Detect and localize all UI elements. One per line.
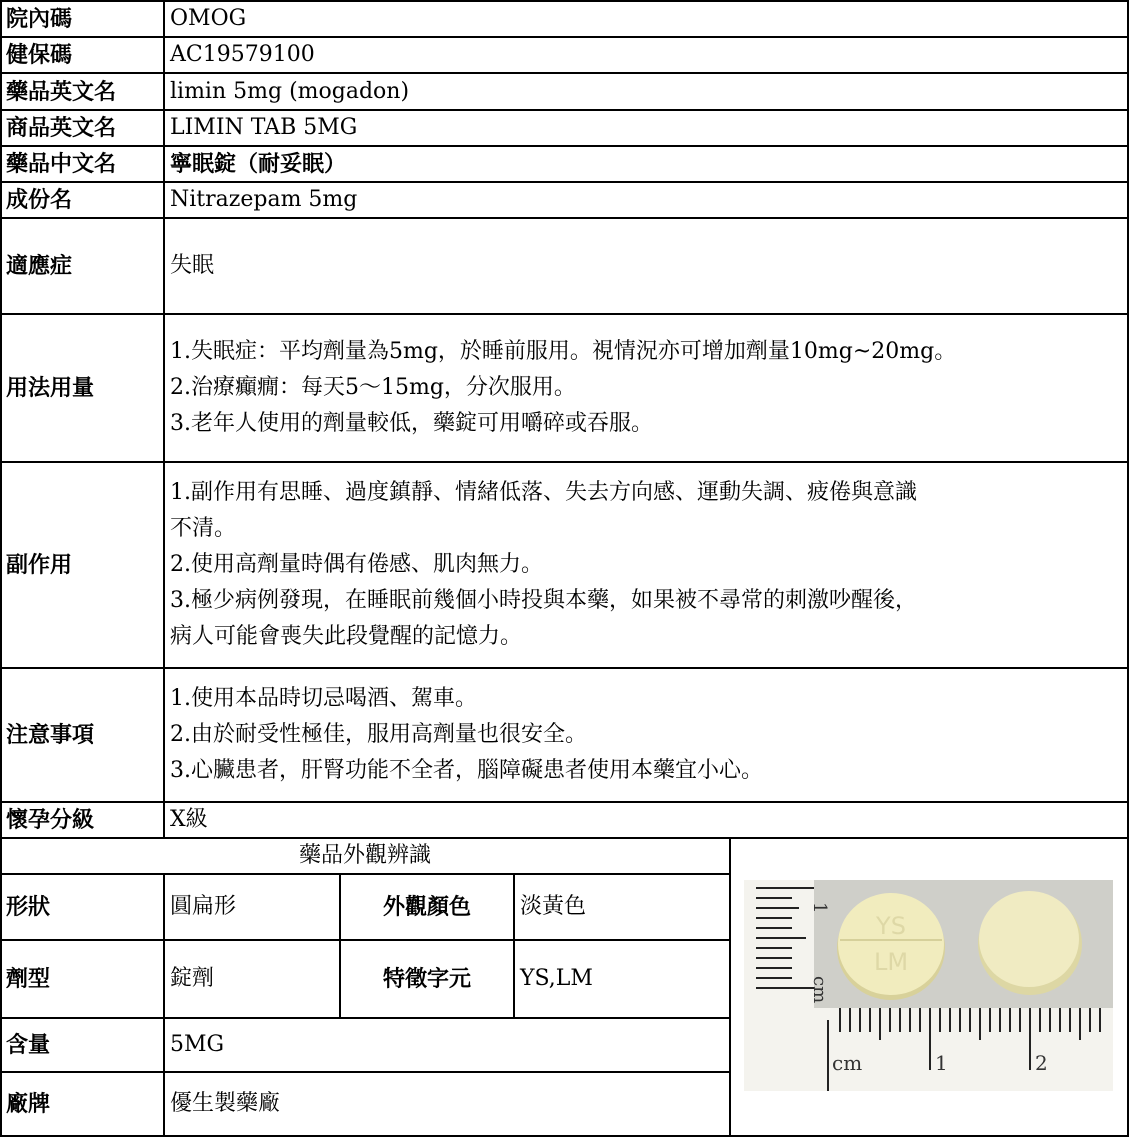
side-effects-line-3: 2.使用高劑量時偶有倦感、肌肉無力。 (170, 552, 543, 577)
value-imprint: YS,LM (520, 966, 593, 991)
vertical-ruler (744, 880, 814, 1091)
tablet-plain (979, 891, 1079, 987)
label-imprint: 特徵字元 (382, 966, 471, 992)
dosage-line-2: 2.治療癲癇：每天5～15mg，分次服用。 (170, 375, 576, 400)
label-dosage: 用法用量 (6, 375, 95, 401)
label-shape: 形狀 (6, 894, 51, 920)
label-hospital-code: 院內碼 (6, 6, 73, 32)
row-divider (0, 36, 1129, 38)
label-column-divider (163, 0, 165, 838)
horizontal-ruler-label-1: 1 (935, 1051, 948, 1075)
row-divider (0, 939, 730, 941)
value-dosage (164, 314, 1127, 462)
column-divider (513, 873, 515, 1019)
value-indication: 失眠 (170, 253, 215, 278)
tablet-imprinted (838, 893, 944, 995)
precautions-line-3: 3.心臟患者，肝腎功能不全者，腦障礙患者使用本藥宜小心。 (170, 758, 763, 783)
row-divider (0, 145, 1129, 147)
value-strength: 5MG (170, 1032, 225, 1057)
label-column-divider (163, 873, 165, 1137)
value-product-english-name: LIMIN TAB 5MG (170, 115, 358, 140)
label-strength: 含量 (6, 1032, 51, 1058)
row-divider (0, 1017, 730, 1019)
value-pregnancy-category: X級 (170, 807, 208, 832)
tablet-imprint-top: YS (876, 912, 906, 940)
appearance-section-title: 藥品外觀辨識 (298, 843, 431, 868)
side-effects-line-5: 病人可能會喪失此段覺醒的記憶力。 (170, 624, 523, 649)
row-divider (0, 72, 1129, 74)
value-drug-chinese-name: 寧眠錠（耐妥眠） (170, 151, 347, 177)
row-divider (0, 667, 1129, 669)
label-color: 外觀顏色 (382, 894, 471, 920)
horizontal-ruler-unit: cm (832, 1051, 863, 1075)
row-divider (0, 217, 1129, 219)
row-divider (0, 461, 1129, 463)
horizontal-ruler (814, 1008, 1113, 1091)
dosage-line-3: 3.老年人使用的劑量較低，藥錠可用嚼碎或吞服。 (170, 411, 653, 436)
side-effects-line-1: 1.副作用有思睡、過度鎮靜、情緒低落、失去方向感、運動失調、疲倦與意識 (170, 480, 917, 505)
label-indication: 適應症 (6, 253, 73, 279)
side-effects-line-2: 不清。 (170, 516, 237, 541)
label-nhi-code: 健保碼 (6, 42, 73, 68)
border-top (0, 0, 1129, 2)
tablet-photo (744, 880, 1113, 1091)
vertical-ruler-unit: cm (809, 976, 830, 1004)
vertical-ruler-label-1: 1 (809, 902, 830, 914)
value-hospital-code: OMOG (170, 6, 247, 31)
value-manufacturer: 優生製藥廠 (170, 1090, 281, 1116)
row-divider (0, 801, 1129, 803)
value-color: 淡黃色 (520, 894, 587, 919)
photo-column-divider (729, 837, 731, 1137)
value-side-effects (164, 462, 1127, 668)
value-dosage-form: 錠劑 (170, 966, 215, 991)
side-effects-line-4: 3.極少病例發現，在睡眠前幾個小時投與本藥，如果被不尋常的刺激吵醒後， (170, 588, 917, 613)
value-precautions (164, 668, 1127, 802)
tablet-imprint-bottom: LM (873, 948, 909, 976)
label-drug-english-name: 藥品英文名 (6, 79, 117, 105)
row-divider (0, 1071, 730, 1073)
border-left (0, 0, 2, 1137)
value-ingredient: Nitrazepam 5mg (170, 187, 358, 212)
value-nhi-code: AC19579100 (170, 42, 315, 67)
label-ingredient: 成份名 (6, 187, 73, 213)
precautions-line-2: 2.由於耐受性極佳，服用高劑量也很安全。 (170, 722, 587, 747)
dosage-line-1: 1.失眠症：平均劑量為5mg，於睡前服用。視情況亦可增加劑量10mg~20mg。 (170, 339, 957, 364)
horizontal-ruler-label-2: 2 (1035, 1051, 1048, 1075)
label-drug-chinese-name: 藥品中文名 (6, 151, 117, 177)
value-drug-english-name: limin 5mg (mogadon) (170, 79, 410, 104)
label-manufacturer: 廠牌 (6, 1090, 51, 1117)
value-shape: 圓扁形 (170, 894, 237, 919)
row-divider (0, 837, 1129, 839)
tablet-photo-drawing (744, 880, 1113, 1091)
label-precautions: 注意事項 (6, 722, 95, 748)
label-product-english-name: 商品英文名 (6, 115, 117, 141)
column-divider (339, 873, 341, 1019)
precautions-line-1: 1.使用本品時切忌喝酒、駕車。 (170, 686, 477, 711)
label-dosage-form: 劑型 (6, 966, 51, 992)
label-pregnancy-category: 懷孕分級 (6, 807, 95, 833)
row-divider (0, 313, 1129, 315)
row-divider (0, 873, 730, 875)
row-divider (0, 109, 1129, 111)
row-divider (0, 181, 1129, 183)
label-side-effects: 副作用 (6, 552, 73, 578)
